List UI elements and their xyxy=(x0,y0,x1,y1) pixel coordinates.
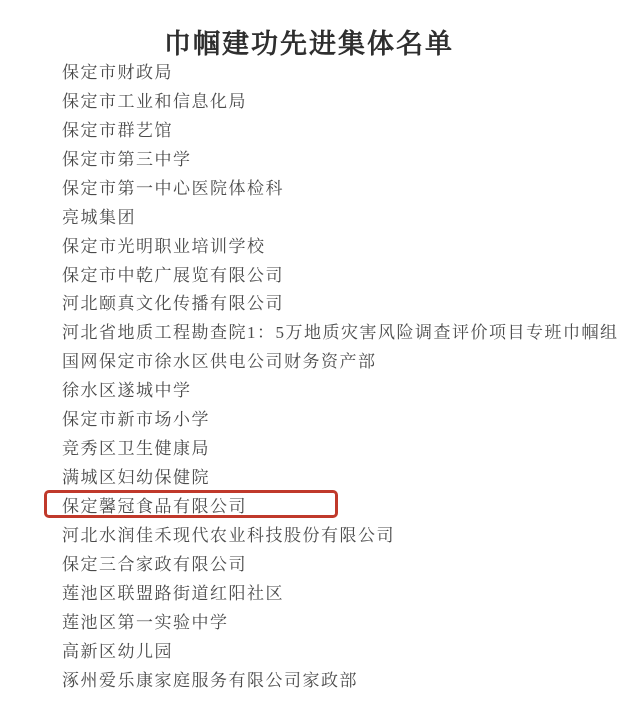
list-item xyxy=(62,56,602,85)
item-label: 河北水润佳禾现代农业科技股份有限公司 xyxy=(62,525,395,545)
item-label: 河北颐真文化传播有限公司 xyxy=(62,294,284,314)
list-item xyxy=(62,403,602,432)
list-item xyxy=(62,519,602,548)
collective-list xyxy=(62,56,618,693)
list-item xyxy=(62,85,602,114)
list-item xyxy=(62,259,602,288)
list-item xyxy=(62,606,602,635)
item-label: 徐水区遂城中学 xyxy=(62,381,192,401)
list-item xyxy=(62,548,602,577)
list-item xyxy=(62,172,602,201)
list-item xyxy=(62,143,602,172)
page-title: 巾帼建功先进集体名单 xyxy=(164,29,454,59)
item-label: 保定市财政局 xyxy=(62,62,173,82)
item-label: 保定市群艺馆 xyxy=(62,120,173,140)
item-label: 保定三合家政有限公司 xyxy=(62,554,247,574)
list-item xyxy=(62,230,602,259)
list-item xyxy=(62,635,602,664)
list-item xyxy=(62,316,618,345)
list-item xyxy=(62,432,602,461)
item-label: 保定市新市场小学 xyxy=(62,410,210,430)
item-label: 保定市第一中心医院体检科 xyxy=(62,178,284,198)
item-label: 亮城集团 xyxy=(62,207,136,227)
item-label: 涿州爱乐康家庭服务有限公司家政部 xyxy=(62,670,358,690)
item-label: 保定市第三中学 xyxy=(62,149,192,169)
item-label: 保定市光明职业培训学校 xyxy=(62,236,266,256)
item-label: 保定市工业和信息化局 xyxy=(62,91,247,111)
item-label: 莲池区第一实验中学 xyxy=(62,612,229,632)
item-label: 河北省地质工程勘查院1：5万地质灾害风险调查评价项目专班巾帼组 xyxy=(62,323,618,343)
item-label: 国网保定市徐水区供电公司财务资产部 xyxy=(62,352,377,372)
list-item xyxy=(62,577,602,606)
list-item xyxy=(62,461,602,490)
list-item xyxy=(62,201,602,230)
list-item xyxy=(62,664,602,693)
item-label: 高新区幼儿园 xyxy=(62,641,173,661)
list-item xyxy=(62,288,602,317)
item-label: 保定馨冠食品有限公司 xyxy=(62,497,247,517)
item-label: 满城区妇幼保健院 xyxy=(62,468,210,488)
item-label: 莲池区联盟路街道红阳社区 xyxy=(62,583,284,603)
list-item xyxy=(62,114,602,143)
list-item xyxy=(62,490,602,519)
item-label: 竞秀区卫生健康局 xyxy=(62,439,210,459)
item-label: 保定市中乾广展览有限公司 xyxy=(62,265,284,285)
list-item xyxy=(62,345,602,374)
list-item xyxy=(62,374,602,403)
